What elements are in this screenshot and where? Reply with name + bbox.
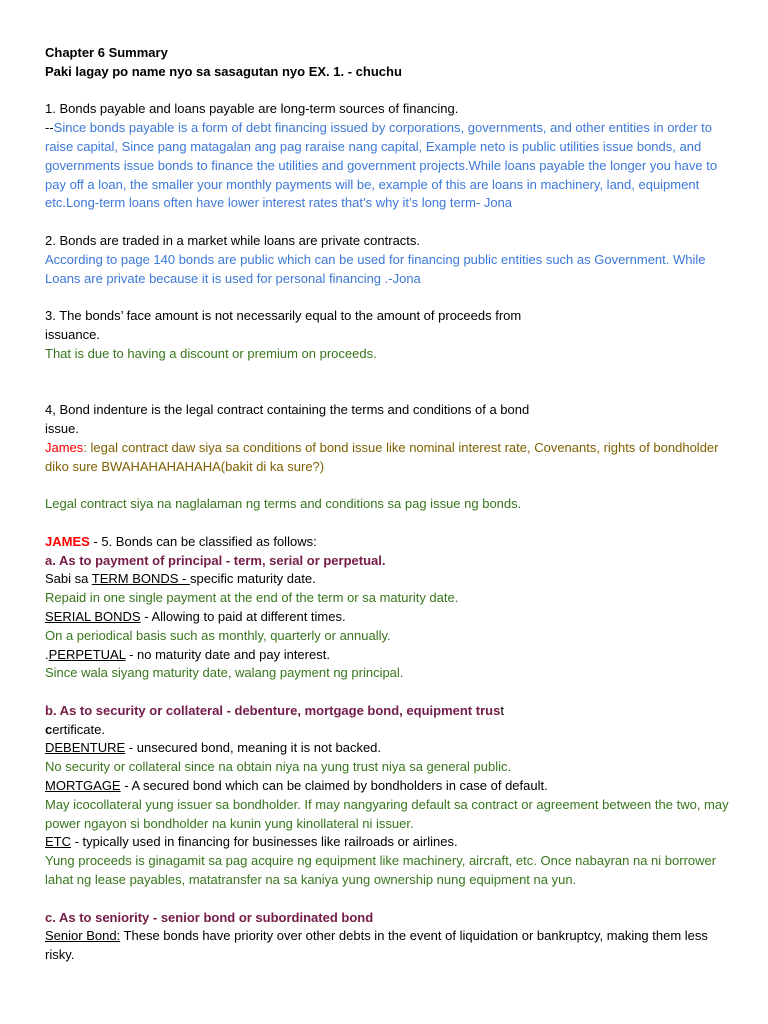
q5c-heading: c. As to seniority - senior bond or subordinated bond (45, 909, 374, 925)
perpetual-label: PERPETUAL (48, 646, 126, 662)
perpetual-line (45, 646, 730, 665)
spacer (45, 476, 730, 495)
debenture-label: DEBENTURE (45, 740, 126, 756)
spacer (45, 82, 730, 101)
spacer (45, 514, 730, 533)
serial-bonds-desc: - Allowing to paid at different times. (140, 608, 346, 624)
q4-answer: : legal contract daw siya sa conditions of bond issue like nominal interest rate, Covenants, rights of bondholder diko sure BWAHAHAHAHAHA(bakit di ka sure?) (45, 439, 719, 474)
serial-bonds-label: SERIAL BONDS (45, 608, 141, 624)
q3-answer: That is due to having a discount or premium on proceeds. (45, 345, 377, 361)
senior-bond-label: Senior Bond: (45, 928, 121, 944)
q1-statement: 1. Bonds payable and loans payable are long-term sources of financing. (45, 101, 459, 117)
etc-line (45, 833, 730, 852)
q5-statement: - 5. Bonds can be classified as follows: (89, 533, 317, 549)
mortgage-label: MORTGAGE (45, 778, 121, 794)
serial-bonds-note: On a periodical basis such as monthly, quarterly or annually. (45, 627, 391, 643)
certificate-line (45, 721, 730, 740)
q5b-heading-line (45, 702, 730, 721)
mortgage-desc: - A secured bond which can be claimed by bondholders in case of default. (120, 778, 548, 794)
q5-author: JAMES (45, 533, 90, 549)
spacer (45, 288, 730, 307)
q3-statement-line1: 3. The bonds’ face amount is not necessarily equal to the amount of proceeds from (45, 308, 522, 324)
q5b-heading: b. As to security or collateral - debenture, mortgage bond, equipment trus (45, 702, 501, 718)
debenture-line (45, 739, 730, 758)
q1-answer: Since bonds payable is a form of debt financing issued by corporations, governments, and other entities in order to raise capital, Since pang matagalan ang pag raraise nang capital, Example neto is public utilities issue bonds, and governments issue bonds to finance the utilities and government projects.While loans payable the longer you have to pay off a loan, the smaller your monthly payments will be, example of this are loans in machinery, land, equipment etc.Long-term loans often have lower interest rates that’s why it’s long term- Jona (45, 120, 718, 211)
term-bonds-desc: specific maturity date. (189, 571, 316, 587)
q4-statement-line2: issue. (45, 420, 79, 436)
q4-statement-line1: 4, Bond indenture is the legal contract containing the terms and conditions of a bond (45, 402, 530, 418)
spacer (45, 683, 730, 702)
mortgage-line (45, 777, 730, 796)
spacer (45, 890, 730, 909)
q3-statement-line2: issuance. (45, 326, 100, 342)
term-prefix: Sabi sa (45, 571, 92, 587)
q1-answer-block (45, 119, 730, 213)
document-page (45, 44, 730, 965)
etc-desc: - typically used in financing for businesses like railroads or airlines. (71, 834, 458, 850)
q4-answer-block (45, 439, 730, 477)
term-bonds-note: Repaid in one single payment at the end of the term or sa maturity date. (45, 590, 459, 606)
q2-answer: According to page 140 bonds are public which can be used for financing public entities such as Government. While Loans are private because it is used for personal financing .-Jona (45, 251, 706, 286)
document-title: Chapter 6 Summary (45, 45, 168, 60)
etc-label: ETC (45, 834, 71, 850)
debenture-desc: - unsecured bond, meaning it is not backed. (125, 740, 382, 756)
debenture-note: No security or collateral since na obtain niya na yung trust niya sa general public. (45, 759, 512, 775)
document-subtitle: Paki lagay po name nyo sa sasagutan nyo EX. 1. - chuchu (45, 63, 402, 79)
certificate-rest: ertificate. (52, 721, 105, 737)
q5-statement-line (45, 533, 730, 552)
mortgage-note: May icocollateral yung issuer sa bondholder. If may nangyaring default sa contract or agreement between the two, may power ngayon si bondholder na kunin yung kinollateral ni issuer. (45, 796, 729, 831)
q4-answer-author: James (45, 439, 84, 455)
senior-bond-line (45, 927, 730, 965)
perpetual-prefix: . (45, 646, 49, 662)
q1-prefix: -- (45, 120, 54, 136)
q2-statement: 2. Bonds are traded in a market while loans are private contracts. (45, 232, 421, 248)
term-bonds-label: TERM BONDS - (91, 571, 190, 587)
q5a-heading: a. As to payment of principal - term, serial or perpetual. (45, 552, 386, 568)
serial-bonds-line (45, 608, 730, 627)
perpetual-note: Since wala siyang maturity date, walang payment ng principal. (45, 665, 404, 681)
senior-bond-desc: These bonds have priority over other debts in the event of liquidation or bankruptcy, making them less risky. (45, 928, 708, 963)
q4-answer2: Legal contract siya na naglalaman ng terms and conditions sa pag issue ng bonds. (45, 496, 522, 512)
certificate-first-letter: c (45, 721, 53, 737)
spacer (45, 213, 730, 232)
spacer (45, 364, 730, 402)
term-bonds-line (45, 570, 730, 589)
etc-note: Yung proceeds is ginagamit sa pag acquire ng equipment like machinery, aircraft, etc. Once nabayran na ni borrower lahat ng lease payables, matatransfer na sa kaniya yung ownership nung equipment na yun. (45, 853, 717, 888)
perpetual-desc: - no maturity date and pay interest. (125, 646, 330, 662)
q5b-heading-tail: t (500, 702, 504, 718)
